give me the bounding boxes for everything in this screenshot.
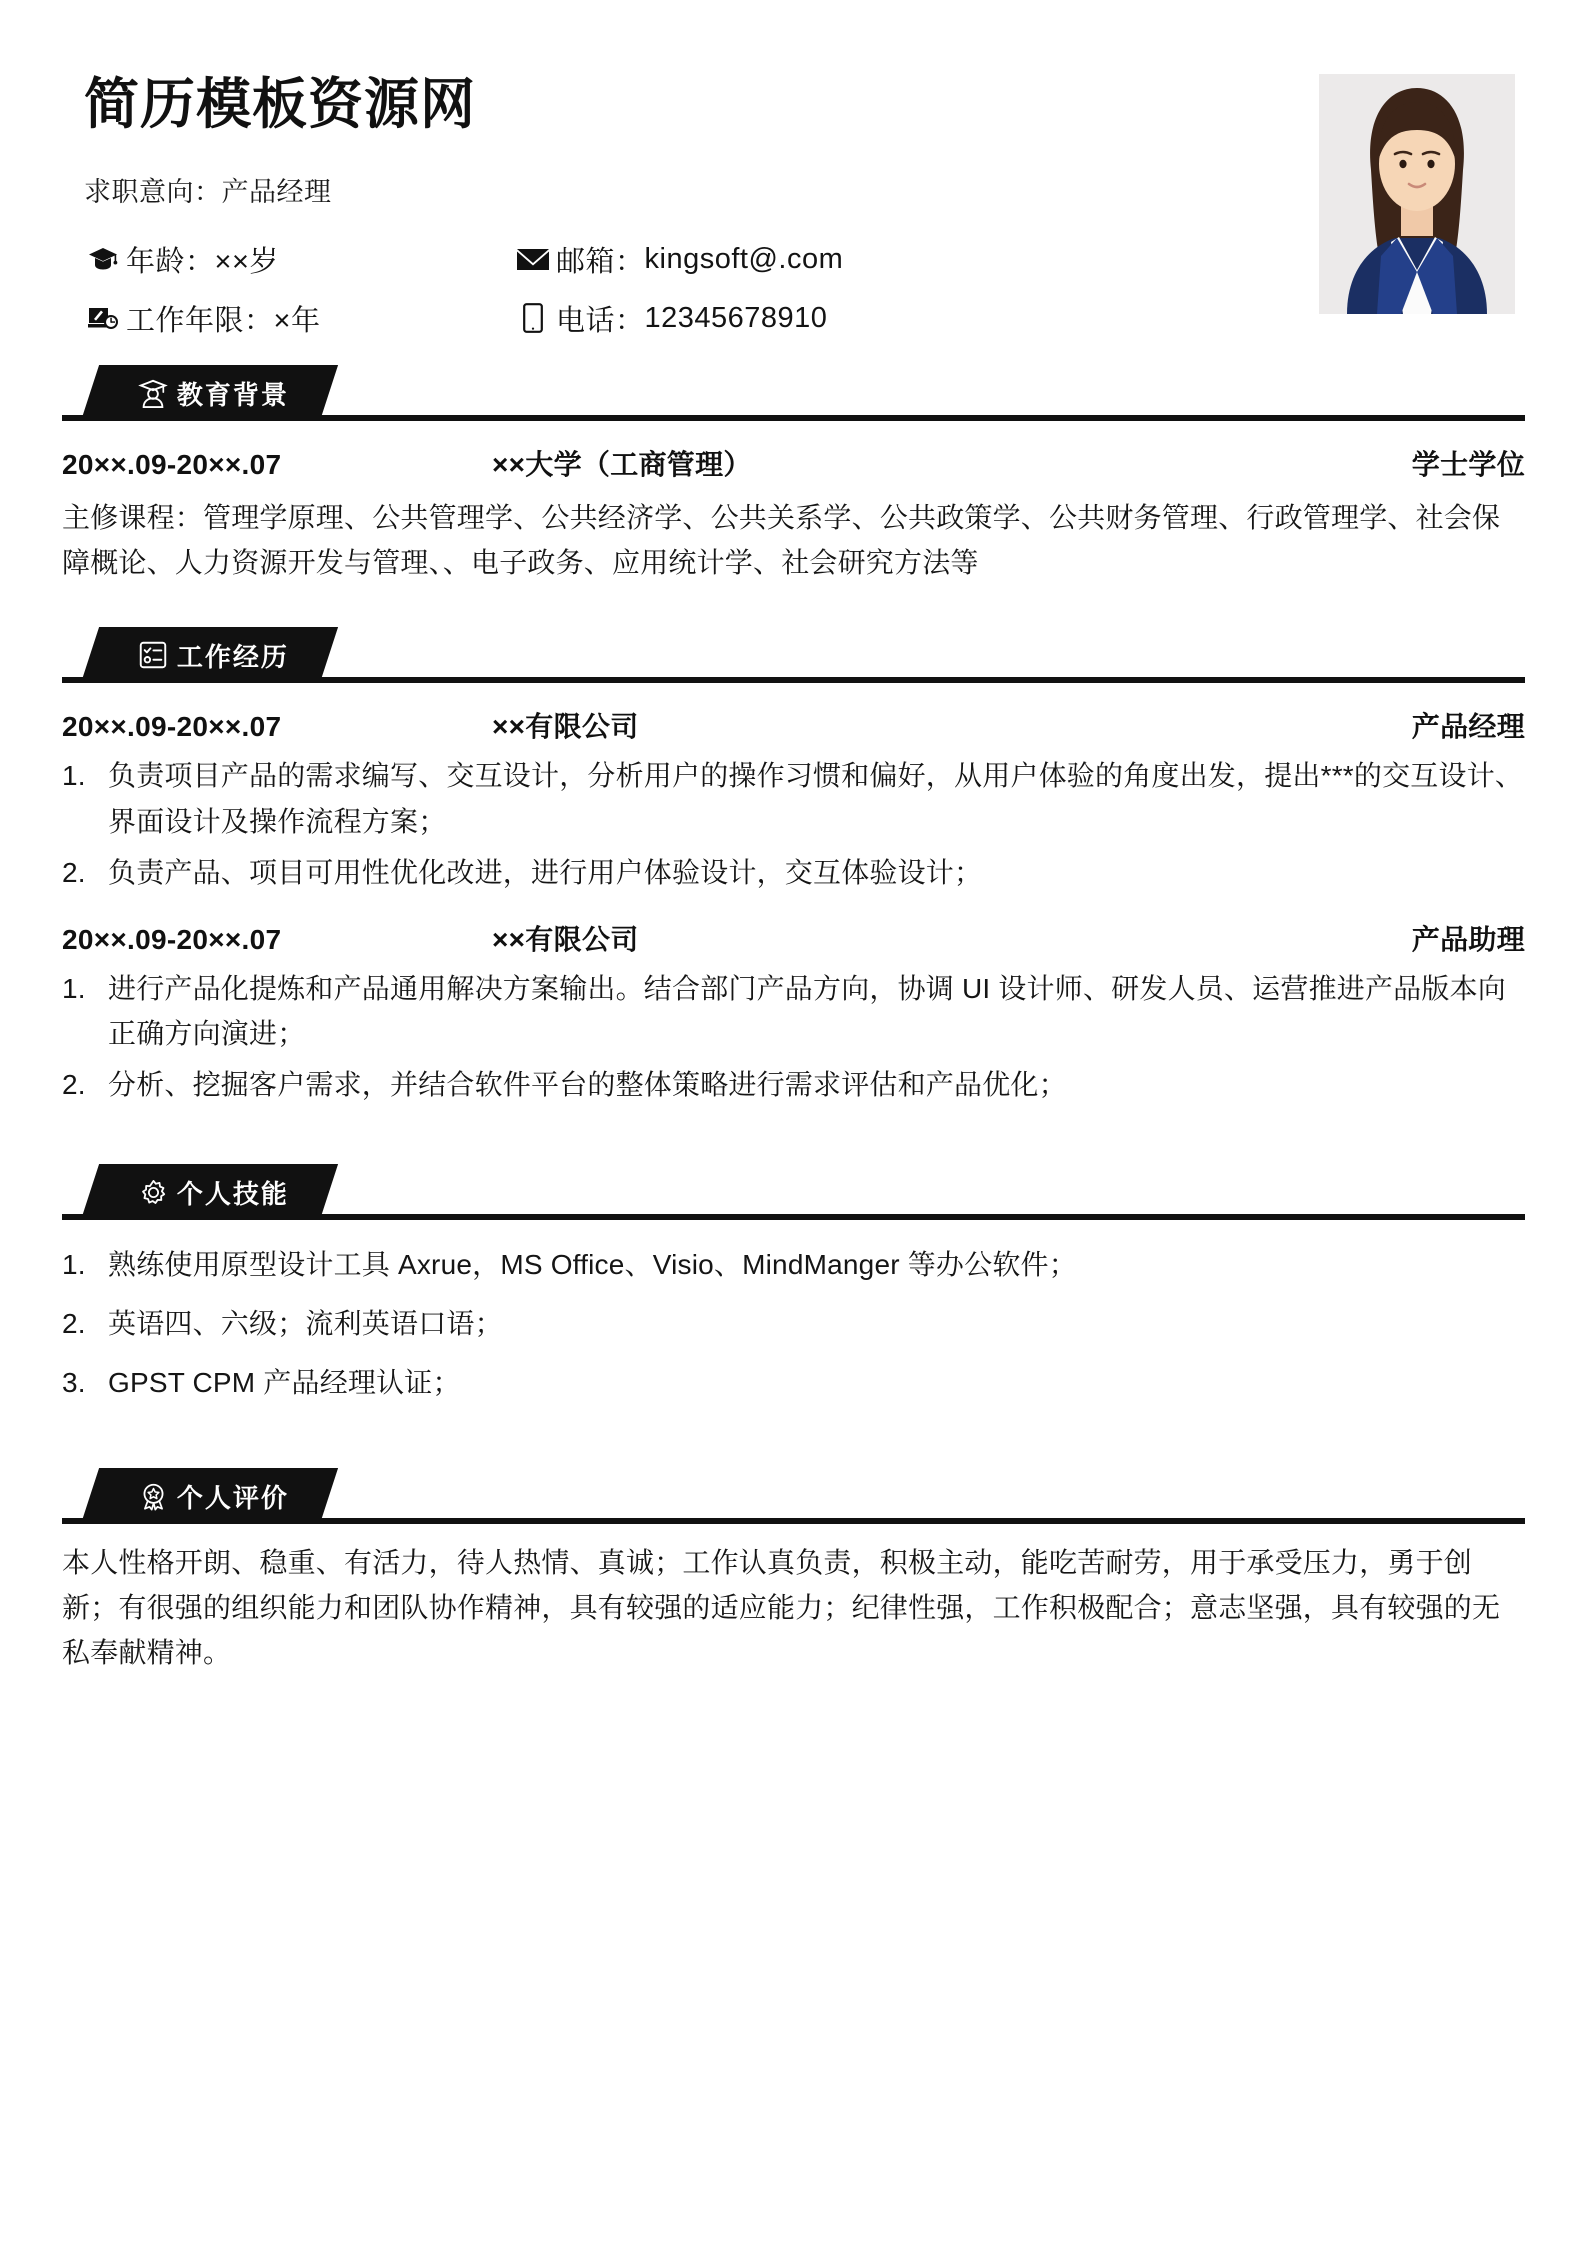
skill-text: 英语四、六级；流利英语口语； [108,1307,503,1339]
skills-banner-tag [81,1164,338,1220]
bullet-index: 1. [62,760,86,792]
work-entry [62,705,1525,745]
work-banner-label: 工作经历 [177,641,290,672]
education-courses: 主修课程：管理学原理、公共管理学、公共经济学、公共关系学、公共政策学、公共财务管理、行政管理学、社会保障概论、人力资源开发与管理、、电子政务、应用统计学、社会研究方法等 [62,501,1501,579]
education-entry [62,443,1525,483]
work-banner-tag [81,627,338,683]
work-body [62,705,1525,1107]
education-body [62,443,1525,586]
education-degree: 学士学位 [1411,448,1525,480]
section-rule [62,1214,1525,1220]
list-item [62,1062,1525,1107]
skills-body [62,1242,1525,1406]
work-bullets [62,966,1525,1108]
skill-text: GPST CPM 产品经理认证； [108,1367,461,1399]
education-banner [62,365,1525,421]
header-left-column [62,66,1319,339]
section-rule [62,1518,1525,1524]
contact-age-label: 年龄： [126,245,215,278]
skill-index: 1. [62,1248,86,1280]
checklist-icon [136,638,170,672]
list-item [62,850,1525,895]
work-date: 20××.09-20××.07 [62,923,282,955]
section-work [0,627,1587,1107]
graduation-cap-icon [84,243,122,275]
skill-index: 2. [62,1307,86,1339]
phone-icon [514,302,552,334]
section-evaluation [0,1468,1587,1676]
list-item [62,1242,1525,1287]
section-rule [62,677,1525,683]
avatar [1319,74,1515,314]
skills-banner [62,1164,1525,1220]
page-title: 简历模板资源网 [84,73,477,135]
contact-email-value: kingsoft@.com [644,242,844,275]
skill-index: 3. [62,1367,86,1399]
section-skills [0,1164,1587,1406]
contact-work-years-value: ×年 [273,304,321,337]
evaluation-banner-tag [81,1468,338,1524]
work-banner [62,627,1525,683]
education-school: ××大学（工商管理） [492,448,752,480]
work-company: ××有限公司 [492,923,639,955]
gear-icon [136,1175,170,1209]
contact-phone-value: 12345678910 [644,301,828,334]
evaluation-banner [62,1468,1525,1524]
bullet-text: 负责产品、项目可用性优化改进，进行用户体验设计，交互体验设计； [108,857,983,889]
list-item [62,753,1525,844]
work-date: 20××.09-20××.07 [62,711,282,743]
work-role: 产品助理 [1411,923,1525,955]
work-role: 产品经理 [1411,711,1525,743]
bullet-index: 2. [62,1069,86,1101]
work-job [62,918,1525,1108]
contact-age-value: ××岁 [214,245,279,278]
list-item [62,966,1525,1057]
resume-header [0,0,1587,339]
evaluation-banner-label: 个人评价 [177,1482,290,1513]
education-banner-tag [81,365,338,421]
contact-email [514,239,1319,280]
work-clock-icon [84,302,122,334]
skill-text: 熟练使用原型设计工具 Axrue，MS Office、Visio、MindManger 等办公软件； [108,1248,1077,1280]
skills-banner-label: 个人技能 [177,1178,290,1209]
contact-work-years-label: 工作年限： [126,304,274,337]
bullet-text: 进行产品化提炼和产品通用解决方案输出。结合部门产品方向，协调 UI 设计师、研发人员、运营推进产品版本向正确方向演进； [108,972,1506,1049]
list-item [62,1301,1525,1346]
list-item [62,1360,1525,1405]
bullet-text: 负责项目产品的需求编写、交互设计，分析用户的操作习惯和偏好，从用户体验的角度出发，提出***的交互设计、界面设计及操作流程方案； [108,760,1524,837]
work-entry [62,918,1525,958]
contact-phone-label: 电话： [556,304,645,337]
contact-phone [514,298,1319,339]
contact-age [84,239,514,280]
contact-work-years [84,298,514,339]
envelope-icon [514,243,552,275]
contact-email-label: 邮箱： [556,245,645,278]
evaluation-text: 本人性格开朗、稳重、有活力，待人热情、真诚；工作认真负责，积极主动，能吃苦耐劳，用于承受压力，勇于创新；有很强的组织能力和团队协作精神，具有较强的适应能力；纪律性强，工作积极配合；意志坚强，具有较强的无私奉献精神。 [62,1546,1501,1669]
work-company: ××有限公司 [492,711,639,743]
contact-grid [84,239,1319,339]
job-objective: 求职意向：产品经理 [84,176,332,207]
skills-list [62,1242,1525,1406]
award-star-icon [136,1479,170,1513]
bullet-index: 1. [62,972,86,1004]
section-rule [62,415,1525,421]
graduate-person-icon [136,376,170,410]
education-banner-label: 教育背景 [177,379,290,410]
education-date: 20××.09-20××.07 [62,448,282,480]
work-job [62,705,1525,895]
work-bullets [62,753,1525,895]
bullet-index: 2. [62,857,86,889]
section-education [0,365,1587,586]
bullet-text: 分析、挖掘客户需求，并结合软件平台的整体策略进行需求评估和产品优化； [108,1069,1067,1101]
evaluation-body [62,1540,1525,1676]
